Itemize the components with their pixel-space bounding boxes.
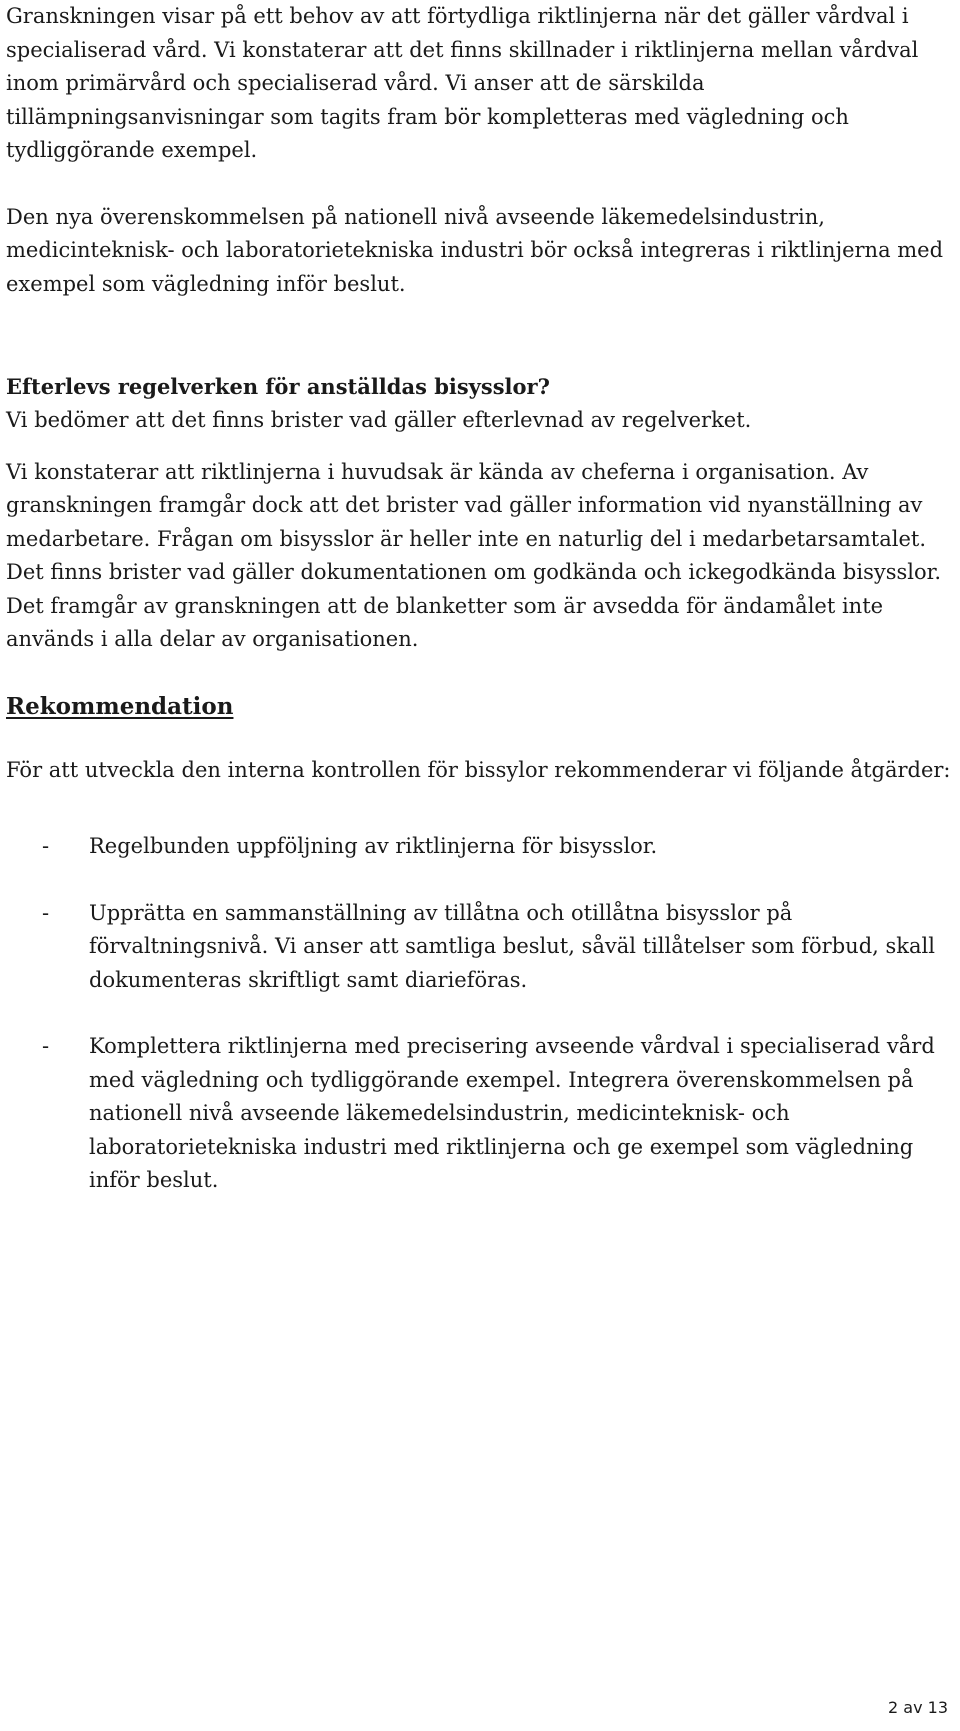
document-page [6, 0, 954, 1198]
page-number: 2 av 13 [888, 1698, 948, 1717]
list-item-text: Upprätta en sammanställning av tillåtna och otillåtna bisysslor på förvaltningsnivå. Vi anser att samtliga beslut, såväl tillåtelser som förbud, skall dokumenteras skriftligt samt diarieföras. [89, 900, 935, 992]
list-bullet-dash: - [42, 1034, 50, 1058]
paragraph-assessment: Vi bedömer att det finns brister vad gäller efterlevnad av regelverket. [6, 408, 752, 432]
list-item [6, 897, 954, 998]
list-item-text: Regelbunden uppföljning av riktlinjerna för bisysslor. [89, 834, 658, 858]
paragraph-national-agreement: Den nya överenskommelsen på nationell nivå avseende läkemedelsindustrin, medicinteknisk- och laboratorietekniska industri bör också integreras i riktlinjerna med exempel som vägledning inför beslut. [6, 204, 944, 296]
recommendation-heading: Rekommendation [6, 692, 234, 720]
recommendation-intro: För att utveckla den interna kontrollen för bissylor rekommenderar vi följande åtgärder: [6, 757, 951, 782]
list-item [6, 830, 954, 864]
recommendation-list [6, 830, 954, 1198]
list-item-text: Komplettera riktlinjerna med precisering avseende vårdval i specialiserad vård med vägledning och tydliggörande exempel. Integrera överenskommelsen på nationell nivå avseende läkemedelsindustrin, medicinteknisk- och laboratorietekniska industri med riktlinjerna och ge exempel som vägledning inför beslut. [89, 1034, 935, 1192]
section-heading-side-jobs-compliance: Efterlevs regelverken för anställdas bisysslor? [6, 374, 550, 399]
paragraph-findings: Vi konstaterar att riktlinjerna i huvudsak är kända av cheferna i organisation. Av granskningen framgår dock att det brister vad gäller information vid nyanställning av medarbetare. Frågan om bisysslor är heller inte en naturlig del i medarbetarsamtalet. Det finns brister vad gäller dokumentationen om godkända och ickegodkända bisysslor. Det framgår av granskningen att de blanketter som är avsedda för ändamålet inte används i alla delar av organisationen. [6, 459, 942, 651]
paragraph-guidelines-healthcare-choice: Granskningen visar på ett behov av att förtydliga riktlinjerna när det gäller vårdval i specialiserad vård. Vi konstaterar att det finns skillnader i riktlinjerna mellan vårdval inom primärvård och specialiserad vård. Vi anser att de särskilda tillämpningsanvisningar som tagits fram bör kompletteras med vägledning och tydliggörande exempel. [6, 4, 919, 162]
list-bullet-dash: - [42, 834, 50, 858]
list-bullet-dash: - [42, 900, 50, 925]
list-item [6, 1030, 954, 1198]
